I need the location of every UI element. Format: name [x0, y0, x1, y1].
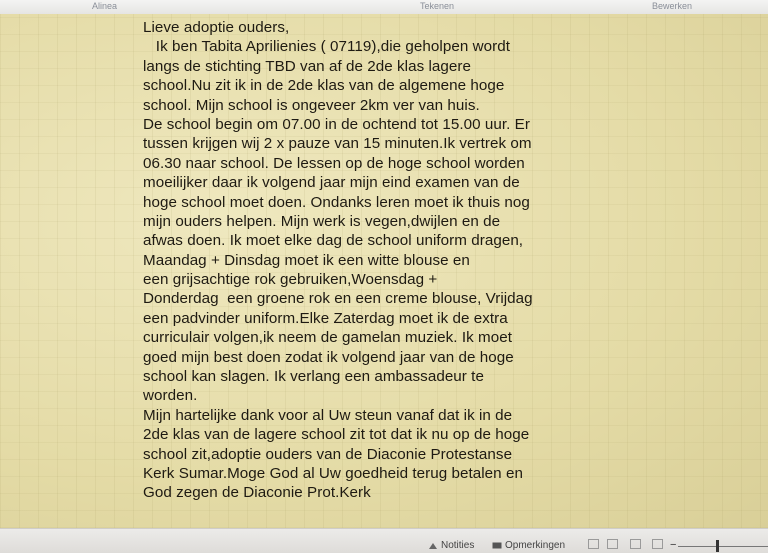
tab-tekenen[interactable]: Tekenen: [420, 1, 455, 11]
comment-icon: [492, 542, 502, 550]
text-line: God zegen de Diaconie Prot.Kerk: [143, 484, 371, 502]
text-line: hoge school moet doen. Ondanks leren moet ik thuis nog: [143, 193, 530, 211]
text-line: Mijn hartelijke dank voor al Uw steun vanaf dat ik in de: [143, 406, 513, 424]
notes-label: Notities: [441, 540, 475, 551]
text-line: De school begin om 07.00 in de ochtend tot 15.00 uur. Er: [143, 115, 530, 133]
tab-alinea[interactable]: Alinea: [92, 1, 118, 11]
text-line: goed mijn best doen zodat ik volgend jaar van de hoge: [143, 348, 514, 366]
text-line: Kerk Sumar.Moge God al Uw goedheid terug betalen en: [143, 464, 523, 482]
text-line: school kan slagen. Ik verlang een ambassadeur te: [143, 368, 484, 386]
text-line: 2de klas van de lagere school zit tot dat ik nu op de hoge: [143, 426, 530, 444]
text-line: moeilijker daar ik volgend jaar mijn eind examen van de: [143, 174, 520, 192]
slide-canvas[interactable]: [0, 14, 768, 528]
ribbon-tab-bar: [0, 0, 768, 14]
slide-sorter-view-button[interactable]: [607, 539, 618, 549]
text-line: school zit,adoptie ouders van de Diaconie Protestanse: [143, 445, 513, 463]
zoom-slider-thumb[interactable]: [716, 540, 719, 552]
text-line: tussen krijgen wij 2 x pauze van 15 minuten.Ik vertrek om: [143, 135, 532, 153]
text-line: mijn ouders helpen. Mijn werk is vegen,dwijlen en de: [143, 212, 501, 230]
zoom-out-button[interactable]: −: [670, 539, 677, 551]
text-line: afwas doen. Ik moet elke dag de school uniform dragen,: [143, 232, 524, 250]
text-line: een padvinder uniform.Elke Zaterdag moet ik de extra: [143, 309, 508, 327]
reading-view-button[interactable]: [630, 539, 641, 549]
text-line: worden.: [143, 387, 198, 405]
slide-text-box[interactable]: [143, 18, 583, 503]
text-line: Lieve adoptie ouders,: [143, 19, 290, 36]
text-line: school.Nu zit ik in de 2de klas van de algemene hoge: [143, 77, 505, 95]
comments-label: Opmerkingen: [505, 540, 566, 551]
text-line: Maandag + Dinsdag moet ik een witte blouse en: [143, 251, 470, 269]
comments-button[interactable]: [492, 540, 565, 551]
text-line: Donderdag een groene rok en een creme blouse, Vrijdag: [143, 290, 533, 308]
slideshow-view-button[interactable]: [652, 539, 663, 549]
text-line: Ik ben Tabita Aprilienies ( 07119),die geholpen wordt: [143, 38, 510, 56]
notes-button[interactable]: [428, 540, 474, 551]
zoom-slider-track[interactable]: [678, 546, 768, 547]
status-bar: [0, 528, 768, 553]
notes-icon: [428, 542, 438, 550]
text-line: 06.30 naar school. De lessen op de hoge school worden: [143, 154, 525, 172]
text-line: curriculair volgen,ik neem de gamelan muziek. Ik moet: [143, 329, 512, 347]
text-line: school. Mijn school is ongeveer 2km ver van huis.: [143, 96, 480, 114]
text-line: langs de stichting TBD van af de 2de klas lagere: [143, 57, 472, 75]
tab-bewerken[interactable]: Bewerken: [652, 1, 693, 11]
text-line: een grijsachtige rok gebruiken,Woensdag +: [143, 271, 438, 289]
normal-view-button[interactable]: [588, 539, 599, 549]
